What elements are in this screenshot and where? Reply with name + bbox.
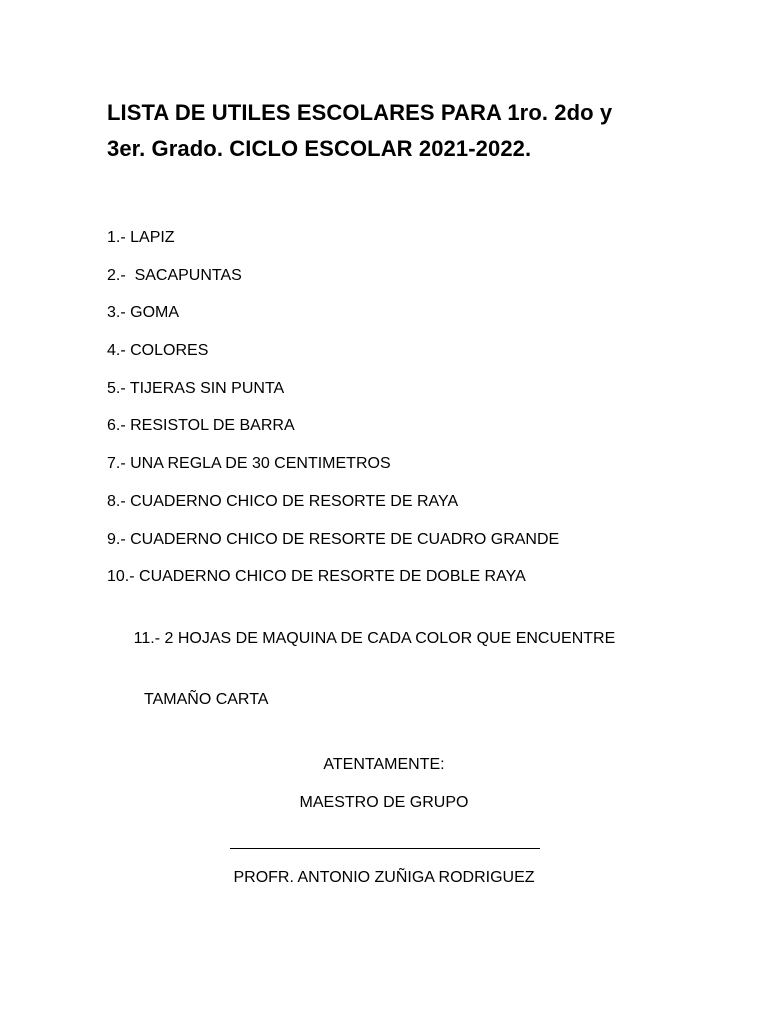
document-title [107,95,667,167]
list-item [107,603,727,760]
list-item-text: 11.- 2 HOJAS DE MAQUINA DE CADA COLOR QUE ENCUENTRE [133,629,616,647]
closing-salutation: ATENTAMENTE: [323,756,445,773]
title-line-1: LISTA DE UTILES ESCOLARES PARA 1ro. 2do y [107,100,613,125]
list-item: 5.- TIJERAS SIN PUNTA [107,379,285,397]
list-item: 8.- CUADERNO CHICO DE RESORTE DE RAYA [107,492,459,510]
signature-line [230,848,540,849]
list-item: 4.- COLORES [107,342,209,360]
list-item: 2.- SACAPUNTAS [107,266,242,284]
list-item: 1.- LAPIZ [107,229,175,246]
supplies-list [107,226,727,760]
list-item: 7.- UNA REGLA DE 30 CENTIMETROS [107,455,391,473]
list-item: 10.- CUADERNO CHICO DE RESORTE DE DOBLE RAYA [107,568,526,586]
signature-name: PROFR. ANTONIO ZUÑIGA RODRIGUEZ [233,869,535,886]
closing-role: MAESTRO DE GRUPO [299,794,469,811]
list-item: 9.- CUADERNO CHICO DE RESORTE DE CUADRO GRANDE [107,530,560,548]
title-line-2: 3er. Grado. CICLO ESCOLAR 2021-2022. [107,136,532,161]
list-item: 6.- RESISTOL DE BARRA [107,417,295,435]
list-item-continuation: TAMAÑO CARTA [144,690,269,708]
list-item: 3.- GOMA [107,304,180,322]
